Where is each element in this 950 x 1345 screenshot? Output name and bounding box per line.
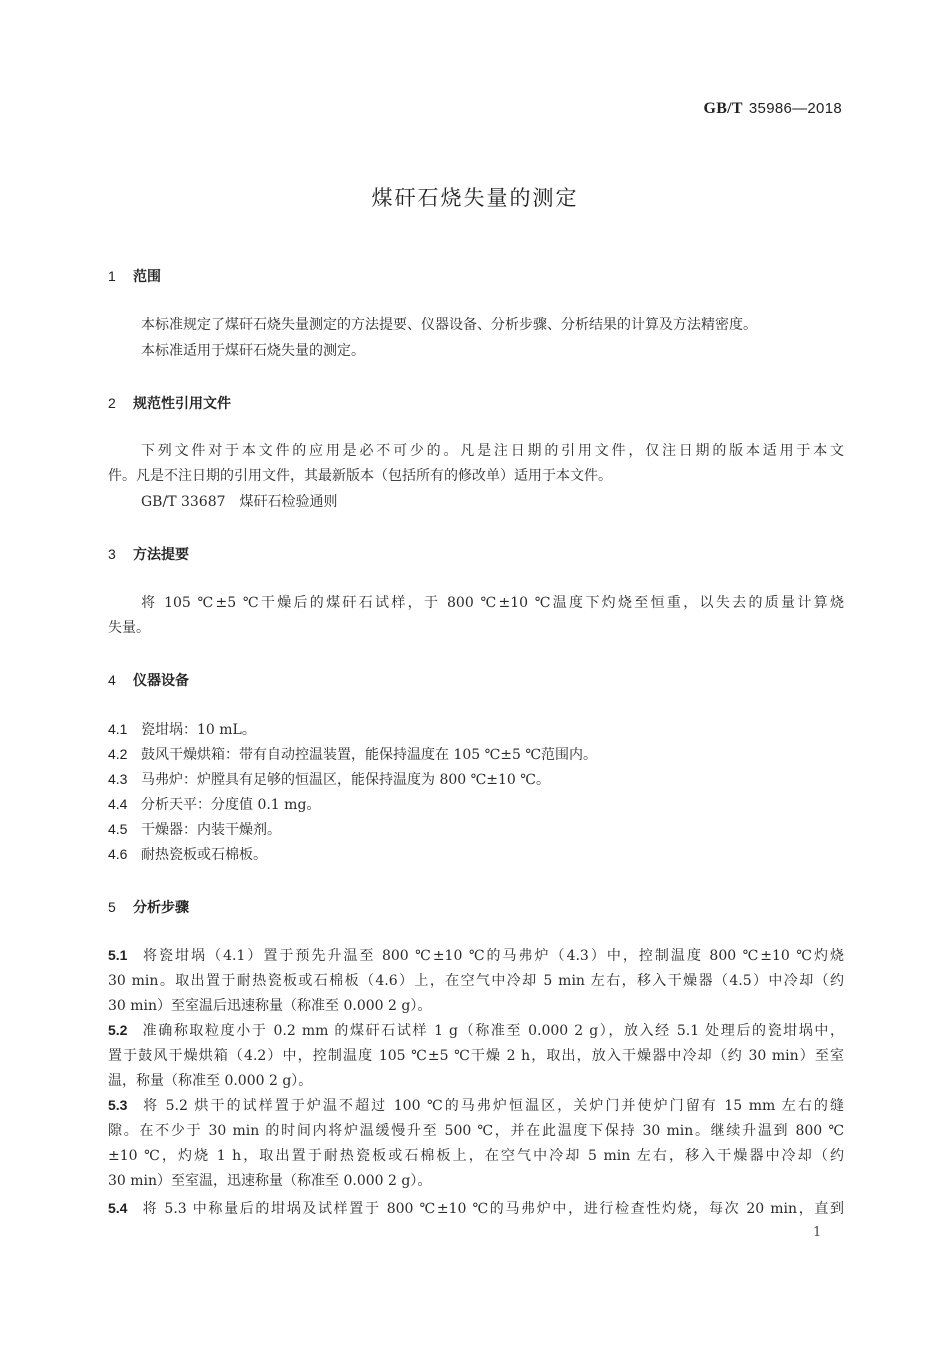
item-text: 马弗炉：炉膛具有足够的恒温区，能保持温度为 800 ℃±10 ℃。	[141, 772, 550, 788]
section-title: 范围	[133, 269, 161, 285]
item-number: 4.2	[108, 746, 128, 762]
paragraph-line	[108, 1196, 844, 1222]
procedure-step-5-2	[108, 1018, 844, 1094]
paragraph-line: 隙。在不少于 30 min 的时间内将炉温缓慢升至 500 ℃，并在此温度下保持 30 min。继续升温到 800 ℃	[108, 1123, 844, 1139]
step-text: 将 5.2 烘干的试样置于炉温不超过 100 ℃的马弗炉恒温区，关炉门并使炉门留有 15 mm 左右的缝	[141, 1098, 844, 1114]
standard-prefix: GB/T	[703, 100, 743, 117]
normative-references-paragraph	[108, 439, 844, 489]
standard-code	[703, 99, 842, 118]
paragraph-line: 30 min。取出置于耐热瓷板或石棉板（4.6）上，在空气中冷却 5 min 左右，移入干燥器（4.5）中冷却（约	[108, 973, 844, 989]
paragraph-line: 30 min）至室温后迅速称量（称准至 0.000 2 g）。	[108, 998, 432, 1014]
paragraph-line: 件。凡是不注日期的引用文件，其最新版本（包括所有的修改单）适用于本文件。	[108, 468, 612, 484]
document-title: 煤矸石烧失量的测定	[371, 186, 579, 210]
paragraph-line: 失量。	[108, 620, 150, 636]
paragraph-line	[108, 1093, 844, 1119]
paragraph-line: 置于鼓风干燥烘箱（4.2）中，控制温度 105 ℃±5 ℃干燥 2 h，取出，放入干燥器中冷却（约 30 min）至室	[108, 1048, 844, 1064]
item-number: 4.1	[108, 721, 128, 737]
scope-paragraph-2	[141, 339, 851, 364]
method-summary-paragraph	[108, 591, 844, 641]
paragraph-line: 将 105 ℃±5 ℃干燥后的煤矸石试样，于 800 ℃±10 ℃温度下灼烧至恒重，以失去的质量计算烧	[141, 595, 844, 611]
item-number: 4.3	[108, 771, 128, 787]
section-title: 方法提要	[133, 547, 189, 563]
section-heading-4	[108, 670, 189, 690]
procedure-step-5-4	[108, 1196, 844, 1222]
section-heading-1	[108, 266, 161, 286]
step-number: 5.1	[108, 947, 128, 963]
paragraph-line	[108, 1018, 844, 1044]
section-number: 4	[108, 672, 116, 688]
item-text: 瓷坩埚：10 mL。	[141, 722, 256, 738]
section-title: 规范性引用文件	[133, 396, 231, 412]
item-text: 干燥器：内装干燥剂。	[141, 822, 281, 838]
equipment-item-4-3	[108, 767, 550, 793]
paragraph-line: 本标准规定了煤矸石烧失量测定的方法提要、仪器设备、分析步骤、分析结果的计算及方法精密度。	[141, 317, 757, 333]
equipment-item-4-5	[108, 817, 281, 843]
section-heading-3	[108, 544, 189, 564]
section-number: 2	[108, 395, 116, 411]
item-number: 4.4	[108, 796, 128, 812]
paragraph-line: 下列文件对于本文件的应用是必不可少的。凡是注日期的引用文件，仅注日期的版本适用于本文	[141, 443, 844, 459]
paragraph-line: ±10 ℃，灼烧 1 h，取出置于耐热瓷板或石棉板上，在空气中冷却 5 min 左右，移入干燥器中冷却（约	[108, 1148, 844, 1164]
section-heading-5	[108, 897, 189, 917]
paragraph-line: 温，称量（称准至 0.000 2 g）。	[108, 1073, 313, 1089]
equipment-item-4-1	[108, 717, 256, 743]
item-number: 4.6	[108, 846, 128, 862]
item-text: 鼓风干燥烘箱：带有自动控温装置，能保持温度在 105 ℃±5 ℃范围内。	[141, 747, 598, 763]
section-title: 仪器设备	[133, 673, 189, 689]
equipment-item-4-2	[108, 742, 597, 768]
procedure-step-5-1	[108, 943, 844, 1019]
scope-paragraph-1	[141, 313, 851, 338]
standard-number: 35986—2018	[748, 100, 842, 117]
paragraph-line: 本标准适用于煤矸石烧失量的测定。	[141, 343, 365, 359]
page-number: 1	[813, 1225, 822, 1240]
step-number: 5.3	[108, 1097, 128, 1113]
paragraph-line	[108, 943, 844, 969]
equipment-item-4-4	[108, 792, 320, 818]
section-number: 1	[108, 268, 116, 284]
section-title: 分析步骤	[133, 900, 189, 916]
step-text: 将 5.3 中称量后的坩埚及试样置于 800 ℃±10 ℃的马弗炉中，进行检查性灼烧，每次 20 min，直到	[141, 1201, 844, 1217]
procedure-step-5-3	[108, 1093, 844, 1194]
step-text: 将瓷坩埚（4.1）置于预先升温至 800 ℃±10 ℃的马弗炉（4.3）中，控制温度 800 ℃±10 ℃灼烧	[141, 948, 844, 964]
item-number: 4.5	[108, 821, 128, 837]
item-text: 分析天平：分度值 0.1 mg。	[141, 797, 321, 813]
section-heading-2	[108, 393, 231, 413]
step-number: 5.2	[108, 1022, 128, 1038]
equipment-item-4-6	[108, 842, 267, 868]
section-number: 3	[108, 546, 116, 562]
step-number: 5.4	[108, 1200, 128, 1216]
paragraph-line: 30 min）至室温，迅速称量（称准至 0.000 2 g）。	[108, 1173, 432, 1189]
reference-gbt-33687: GB/T 33687 煤矸石检验通则	[141, 494, 338, 510]
step-text: 准确称取粒度小于 0.2 mm 的煤矸石试样 1 g（称准至 0.000 2 g），放入经 5.1 处理后的瓷坩埚中，	[141, 1023, 844, 1039]
section-number: 5	[108, 899, 116, 915]
item-text: 耐热瓷板或石棉板。	[141, 847, 267, 863]
reference-entry	[141, 490, 741, 515]
